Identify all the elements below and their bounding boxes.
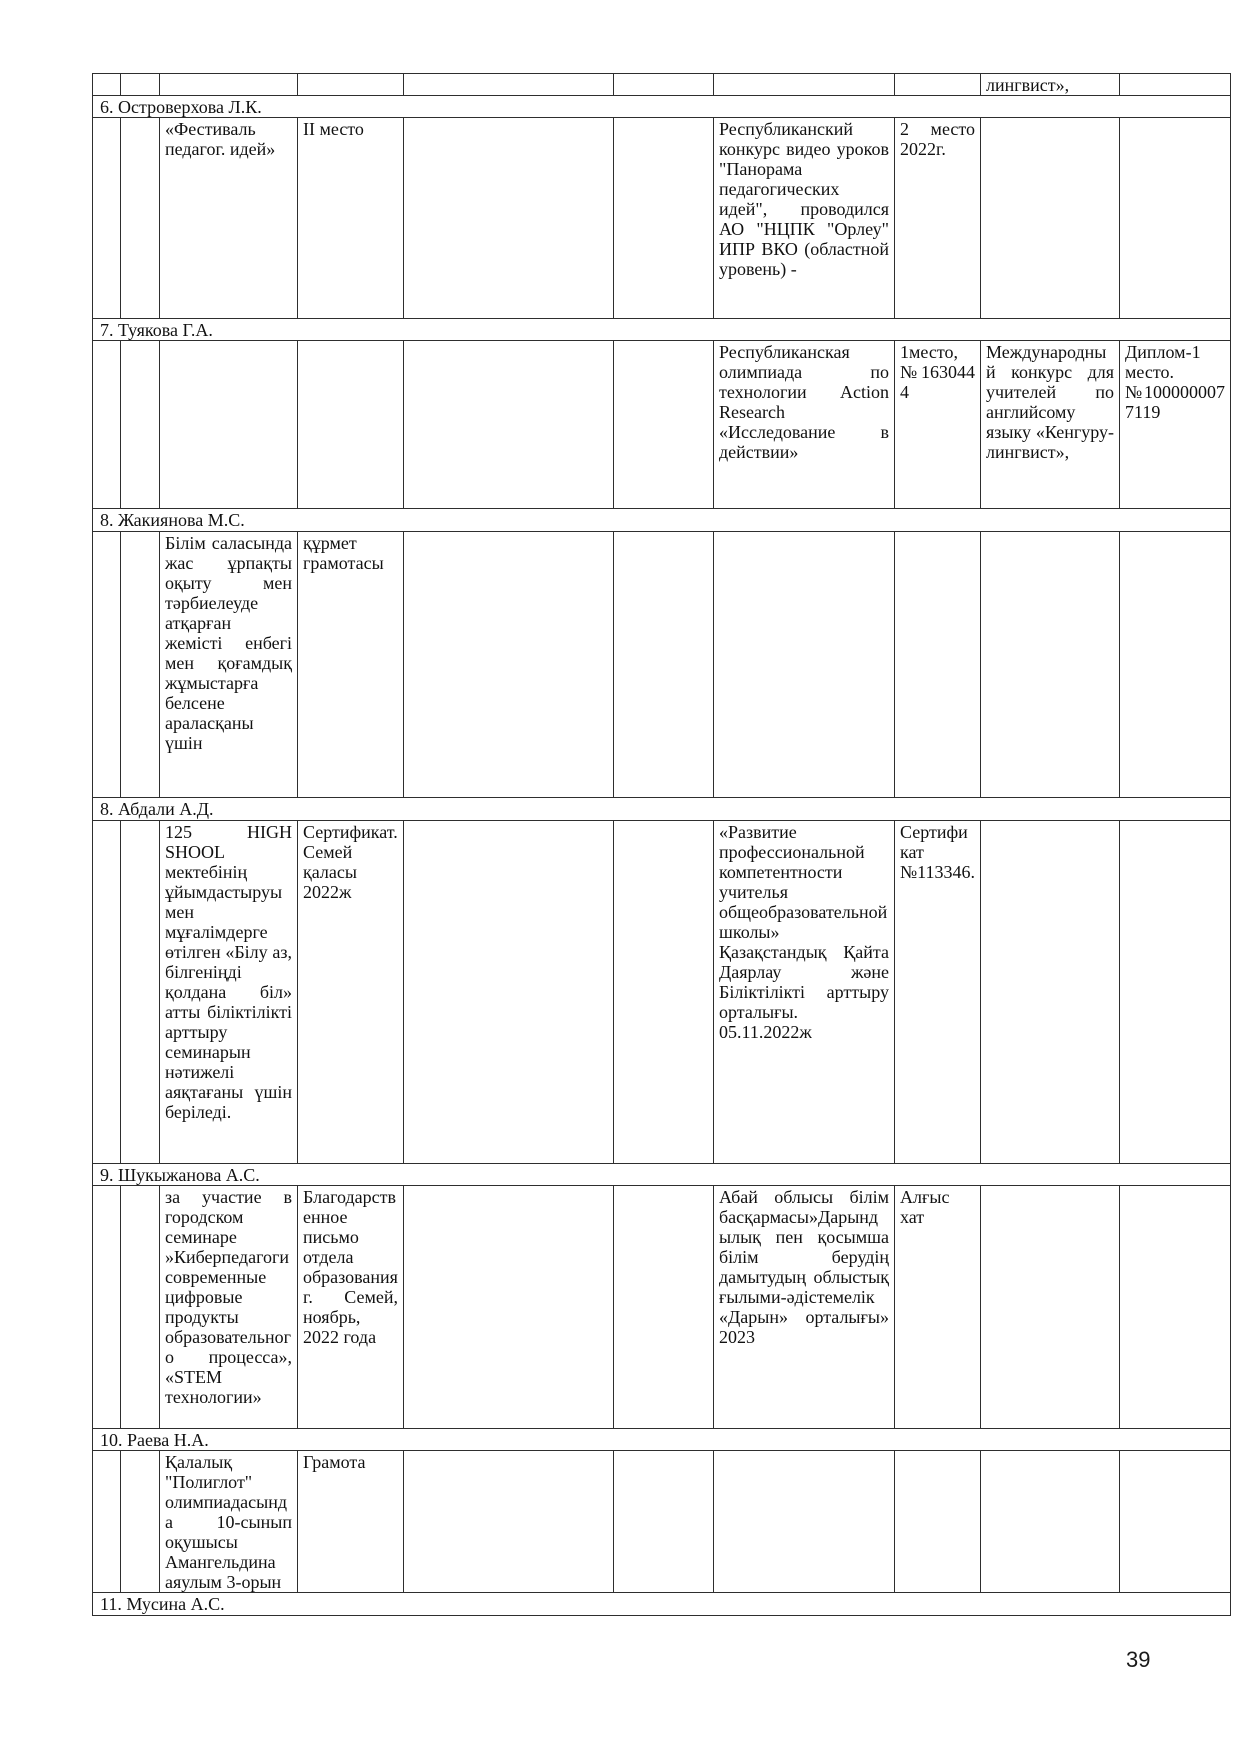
table-cell <box>981 532 1120 798</box>
table-cell <box>714 74 895 96</box>
table-cell: Білім саласында жас ұрпақты оқыту мен тәрбиелеуде атқарған жемісті енбегі мен қоғамдық жұмыстарға белсене араласқаны үшін <box>160 532 298 798</box>
table-cell <box>121 341 160 509</box>
table-cell <box>614 341 714 509</box>
table-cell <box>160 341 298 509</box>
page-number: 39 <box>1126 1647 1151 1672</box>
table-cell: лингвист», <box>981 74 1120 96</box>
table-cell: Республиканский конкурс видео уроков "Панорама педагогических идей", проводился АО "НЦПК "Орлеу" ИПР ВКО (областной уровень) - <box>714 118 895 319</box>
table-cell <box>404 74 614 96</box>
section-header-label: 7. Туякова Г.А. <box>93 319 1231 341</box>
section-header-row <box>93 319 1231 341</box>
table-cell <box>1120 74 1231 96</box>
table-cell <box>93 74 121 96</box>
table-cell: Республиканская олимпиада по технологии Action Research «Исследование в действии» <box>714 341 895 509</box>
section-header-row <box>93 1429 1231 1451</box>
table-cell <box>981 118 1120 319</box>
table-cell: II место <box>298 118 404 319</box>
table-cell: 2 место 2022г. <box>895 118 981 319</box>
table-cell <box>404 118 614 319</box>
table-cell <box>93 118 121 319</box>
table-cell <box>121 532 160 798</box>
table-cell <box>121 118 160 319</box>
section-header-row <box>93 798 1231 821</box>
table-cell <box>1120 532 1231 798</box>
table-row <box>93 341 1231 509</box>
table-cell <box>121 821 160 1164</box>
table-cell: за участие в городском семинаре »Киберпедагоги современные цифровые продукты образовательного процесса», «STEM технологии» <box>160 1186 298 1429</box>
table-cell <box>93 1186 121 1429</box>
table-cell <box>93 532 121 798</box>
carryover-row <box>93 74 1231 96</box>
table-cell <box>981 821 1120 1164</box>
table-cell: Алғыс хат <box>895 1186 981 1429</box>
section-header-label: 6. Островерхова Л.К. <box>93 96 1231 118</box>
awards-table <box>92 73 1231 1616</box>
table-row <box>93 821 1231 1164</box>
table-cell <box>1120 118 1231 319</box>
table-cell: Абай облысы білім басқармасы»Дарындылық пен қосымша білім берудің дамытудың облыстық ғылыми-әдістемелік «Дарын» орталығы» 2023 <box>714 1186 895 1429</box>
section-header-label: 9. Шукыжанова А.С. <box>93 1164 1231 1186</box>
table-cell: «Фестиваль педагог. идей» <box>160 118 298 319</box>
table-cell <box>614 118 714 319</box>
table-cell <box>404 821 614 1164</box>
table-cell <box>121 74 160 96</box>
table-row <box>93 1186 1231 1429</box>
table-cell: Благодарственное письмо отдела образования г. Семей, ноябрь, 2022 года <box>298 1186 404 1429</box>
table-cell <box>895 1451 981 1593</box>
table-cell: Диплом-1 место. №1000000077119 <box>1120 341 1231 509</box>
table-cell <box>404 532 614 798</box>
section-header-row <box>93 96 1231 118</box>
table-cell <box>298 74 404 96</box>
table-cell <box>981 1451 1120 1593</box>
section-header-label: 11. Мусина А.С. <box>93 1593 1231 1616</box>
table-cell <box>981 1186 1120 1429</box>
table-cell <box>93 821 121 1164</box>
table-cell <box>614 1186 714 1429</box>
table-row <box>93 118 1231 319</box>
table-cell <box>614 821 714 1164</box>
table-cell <box>121 1451 160 1593</box>
section-header-label: 8. Жакиянова М.С. <box>93 509 1231 532</box>
table-cell <box>404 1451 614 1593</box>
table-cell <box>895 74 981 96</box>
table-row <box>93 532 1231 798</box>
table-cell <box>404 1186 614 1429</box>
table-cell: 125 HIGH SHOOL мектебінің ұйымдастыруы мен мұғалімдерге өтілген «Білу аз, білгеніңді қолдана біл» атты біліктілікті арттыру семинарын нәтижелі аяқтағаны үшін беріледі. <box>160 821 298 1164</box>
table-cell: құрмет грамотасы <box>298 532 404 798</box>
table-cell <box>404 341 614 509</box>
table-cell <box>614 74 714 96</box>
table-cell <box>614 532 714 798</box>
table-cell: Қалалық "Полиглот" олимпиадасында 10-сынып оқушысы Амангельдина аяулым 3-орын <box>160 1451 298 1593</box>
table-cell <box>1120 1451 1231 1593</box>
table-cell <box>1120 821 1231 1164</box>
table-cell <box>714 532 895 798</box>
table-row <box>93 1451 1231 1593</box>
table-cell: Международный конкурс для учителей по английсому языку «Кенгуру-лингвист», <box>981 341 1120 509</box>
table-cell: Грамота <box>298 1451 404 1593</box>
table-cell: «Развитие профессиональной компетентности учителья общеобразовательной школы» Қазақстандық Қайта Даярлау және Біліктілікті арттыру орталығы. 05.11.2022ж <box>714 821 895 1164</box>
table-cell <box>714 1451 895 1593</box>
table-cell <box>298 341 404 509</box>
table-cell <box>1120 1186 1231 1429</box>
table-cell <box>121 1186 160 1429</box>
table-cell <box>160 74 298 96</box>
section-header-row <box>93 1164 1231 1186</box>
table-cell <box>93 341 121 509</box>
table-cell <box>93 1451 121 1593</box>
table-cell: Сертификат №113346. <box>895 821 981 1164</box>
table-cell: Сертификат. Семей қаласы 2022ж <box>298 821 404 1164</box>
section-header-row <box>93 509 1231 532</box>
table-cell: 1место, №1630444 <box>895 341 981 509</box>
section-header-label: 10. Раева Н.А. <box>93 1429 1231 1451</box>
table-cell <box>895 532 981 798</box>
section-header-row <box>93 1593 1231 1616</box>
section-header-label: 8. Абдали А.Д. <box>93 798 1231 821</box>
table-cell <box>614 1451 714 1593</box>
